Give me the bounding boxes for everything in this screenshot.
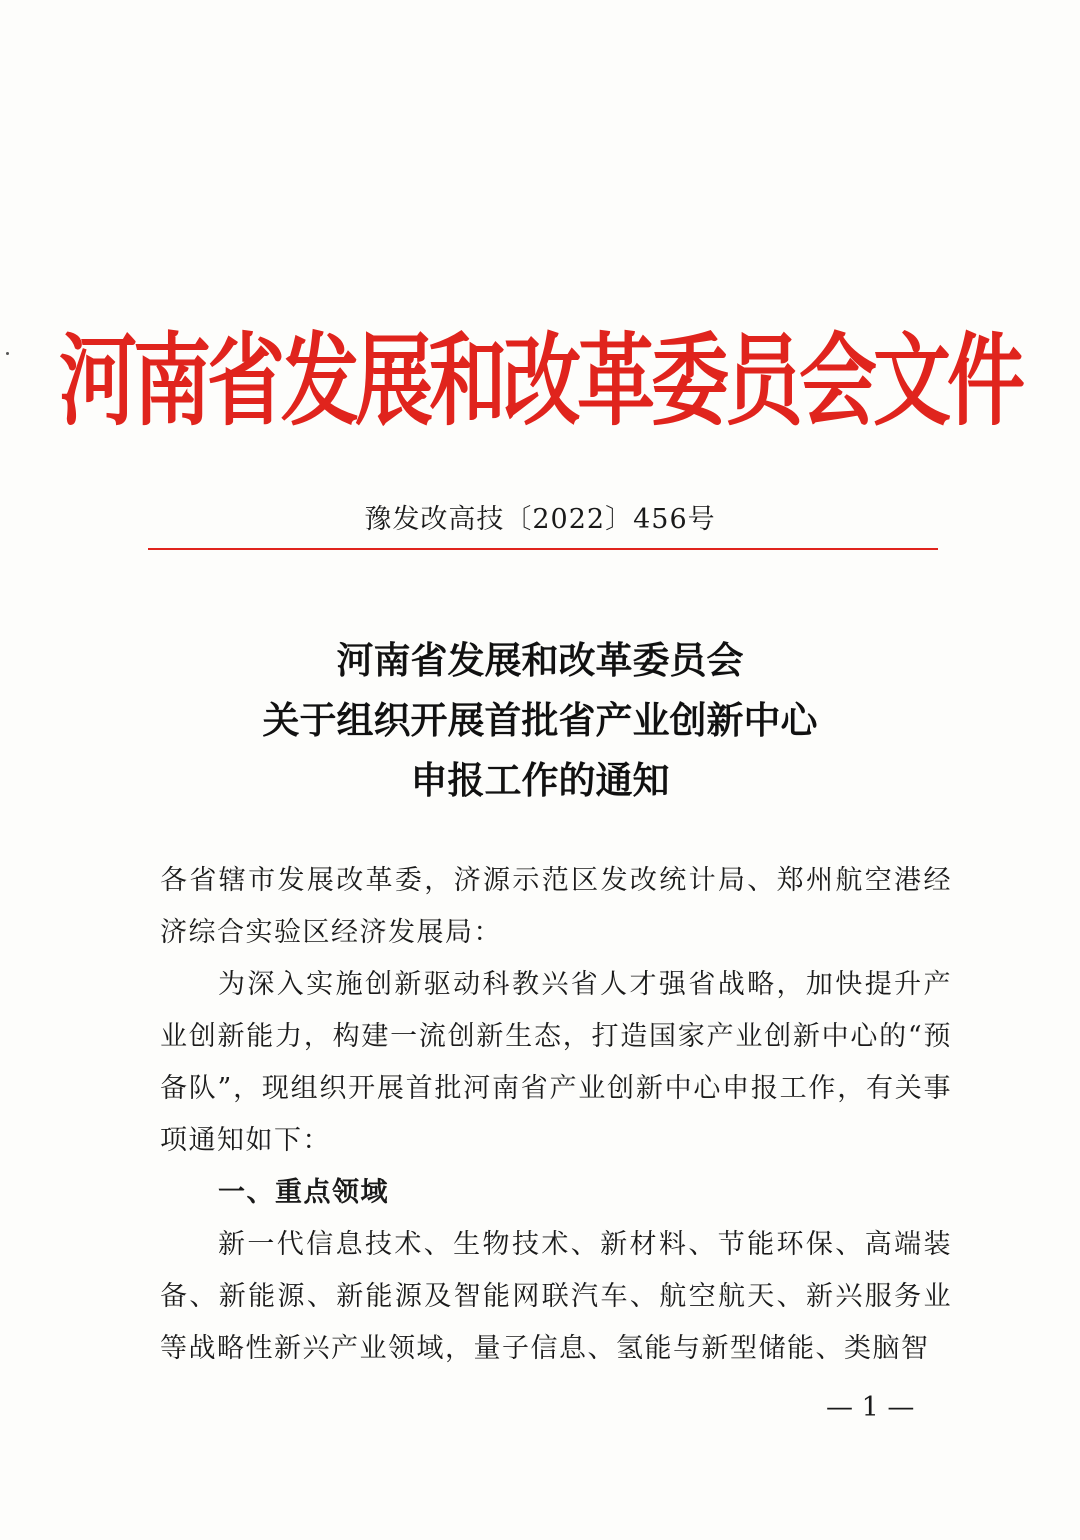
notice-body xyxy=(160,855,952,1375)
title-line-2: 关于组织开展首批省产业创新中心 xyxy=(262,698,818,742)
section-paragraph: 新一代信息技术、生物技术、新材料、节能环保、高端装备、新能源、新能源及智能网联汽车、航空航天、新兴服务业等战略性新兴产业领域，量子信息、氢能与新型储能、类脑智 xyxy=(160,1229,952,1364)
red-divider-line xyxy=(148,548,938,550)
notice-title xyxy=(0,630,1080,810)
section-heading: 一、重点领域 xyxy=(218,1177,389,1208)
title-line-3: 申报工作的通知 xyxy=(410,758,670,802)
masthead-title: 河南省发展和改革委员会文件 xyxy=(58,324,1021,440)
addressee: 各省辖市发展改革委，济源示范区发改统计局、郑州航空港经济综合实验区经济发展局： xyxy=(160,865,952,948)
title-line-1: 河南省发展和改革委员会 xyxy=(336,638,744,682)
document-number: 豫发改高技〔2022〕456号 xyxy=(364,504,716,535)
intro-paragraph: 为深入实施创新驱动科教兴省人才强省战略，加快提升产业创新能力，构建一流创新生态，打造国家产业创新中心的“预备队”，现组织开展首批河南省产业创新中心申报工作，有关事项通知如下： xyxy=(160,969,952,1156)
page-number: — 1 — xyxy=(826,1392,915,1423)
